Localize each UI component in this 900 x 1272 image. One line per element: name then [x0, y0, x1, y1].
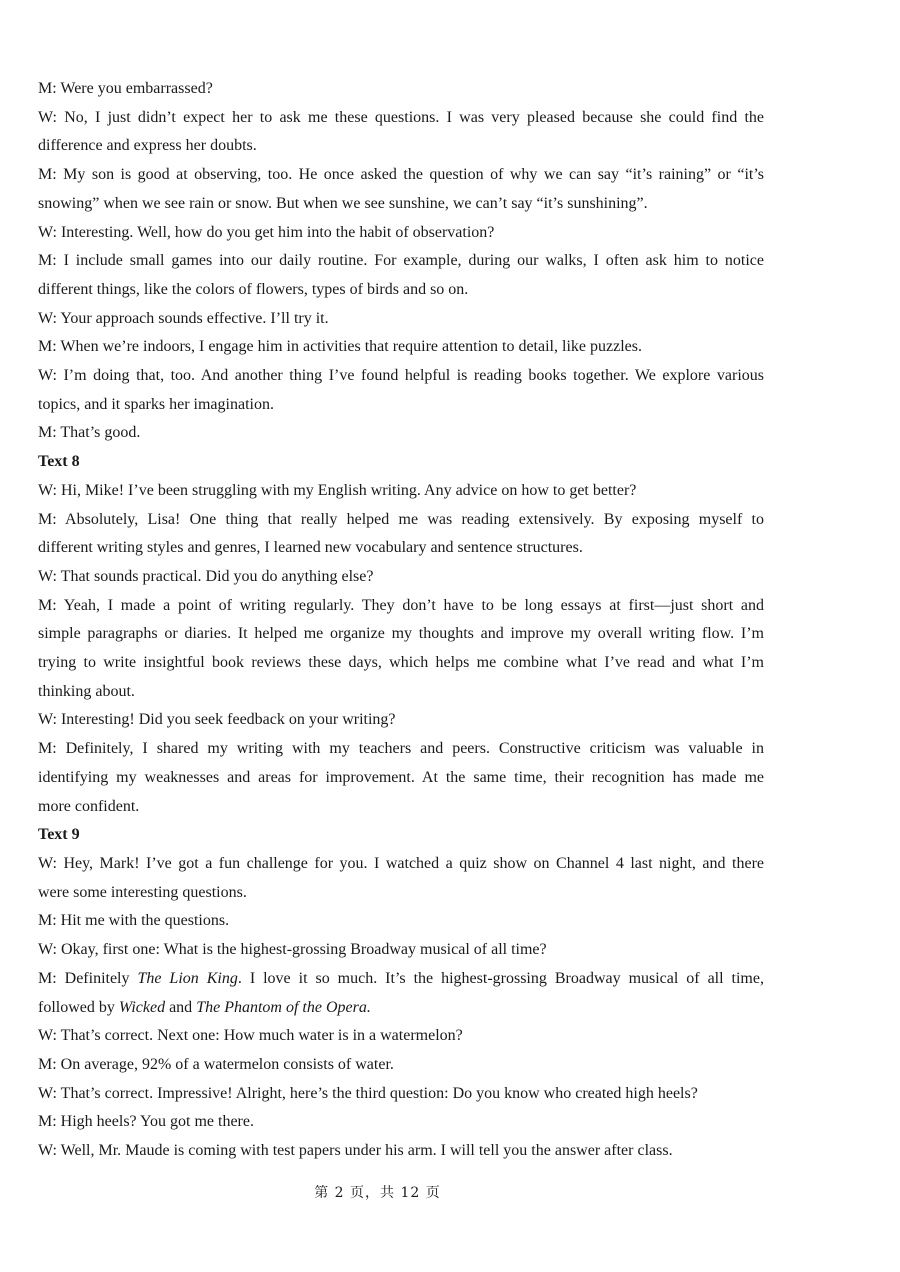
- dialogue-line: [38, 362, 764, 419]
- text-line: W: That sounds practical. Did you do anything else?: [38, 567, 374, 585]
- text-line: followed by Wicked and The Phantom of the Opera.: [38, 998, 371, 1016]
- dialogue-line: [38, 1137, 764, 1166]
- dialogue-line: [38, 1080, 764, 1109]
- text-line: W: That’s correct. Next one: How much water is in a watermelon?: [38, 1027, 463, 1045]
- text-line: W: Hey, Mark! I’ve got a fun challenge for you. I watched a quiz show on Channel 4 last night, and there: [38, 854, 764, 872]
- dialogue-line: [38, 706, 764, 735]
- dialogue-line: [38, 907, 764, 936]
- text-line: W: Okay, first one: What is the highest-grossing Broadway musical of all time?: [38, 941, 547, 959]
- dialogue-line: [38, 161, 764, 218]
- text-line: M: My son is good at observing, too. He once asked the question of why we can say “it’s raining” or “it’s: [38, 166, 764, 184]
- dialogue-line: [38, 936, 764, 965]
- text-line: M: That’s good.: [38, 424, 141, 442]
- page-number-footer: 第 2 页，共 12 页: [314, 1185, 441, 1201]
- italic-title: Wicked: [118, 998, 166, 1016]
- italic-title: The Phantom of the Opera.: [196, 998, 371, 1016]
- text-line: topics, and it sparks her imagination.: [38, 395, 274, 413]
- dialogue-line: [38, 592, 764, 707]
- text-line: W: Well, Mr. Maude is coming with test papers under his arm. I will tell you the answer after class.: [38, 1142, 673, 1160]
- dialogue-line: [38, 1051, 764, 1080]
- section-heading: Text 9: [38, 826, 80, 844]
- dialogue-line: [38, 563, 764, 592]
- dialogue-line: [38, 104, 764, 161]
- text-line: W: Your approach sounds effective. I’ll try it.: [38, 309, 329, 327]
- text-line: M: Definitely The Lion King. I love it so much. It’s the highest-grossing Broadway musical of all time,: [38, 969, 764, 987]
- text-line: M: Absolutely, Lisa! One thing that really helped me was reading extensively. By exposing myself to: [38, 510, 764, 528]
- text-line: W: I’m doing that, too. And another thing I’ve found helpful is reading books together. We explore various: [38, 367, 764, 385]
- text-line: M: Definitely, I shared my writing with my teachers and peers. Constructive criticism was valuable in: [38, 740, 764, 758]
- text-line: W: Hi, Mike! I’ve been struggling with my English writing. Any advice on how to get better?: [38, 481, 637, 499]
- section-heading: Text 8: [38, 453, 80, 471]
- text-line: M: Hit me with the questions.: [38, 912, 230, 930]
- text-line: thinking about.: [38, 682, 135, 700]
- text-line: different things, like the colors of flowers, types of birds and so on.: [38, 280, 469, 298]
- text-line: snowing” when we see rain or snow. But when we see sunshine, we can’t say “it’s sunshining”.: [38, 194, 648, 212]
- text-line: M: High heels? You got me there.: [38, 1113, 254, 1131]
- text-line: identifying my weaknesses and areas for improvement. At the same time, their recognition has made me: [38, 768, 764, 786]
- text-line: trying to write insightful book reviews these days, which helps me combine what I’ve read and what I’m: [38, 654, 764, 672]
- text-line: simple paragraphs or diaries. It helped me organize my thoughts and improve my overall writing flow. I’m: [38, 625, 764, 643]
- text-line: more confident.: [38, 797, 140, 815]
- italic-title: The Lion King: [137, 969, 238, 987]
- dialogue-line: [38, 305, 764, 334]
- text-line: were some interesting questions.: [38, 883, 247, 901]
- text-line: M: Were you embarrassed?: [38, 80, 213, 97]
- dialogue-line: [38, 333, 764, 362]
- dialogue-line: [38, 1108, 764, 1137]
- dialogue-line: [38, 477, 764, 506]
- document-body: [38, 75, 764, 1166]
- text-line: different writing styles and genres, I learned new vocabulary and sentence structures.: [38, 539, 583, 557]
- text-line: W: That’s correct. Impressive! Alright, here’s the third question: Do you know who created high heels?: [38, 1084, 698, 1102]
- text-line: M: Yeah, I made a point of writing regularly. They don’t have to be long essays at first—just short and: [38, 596, 764, 614]
- dialogue-line: [38, 735, 764, 821]
- dialogue-line: [38, 219, 764, 248]
- text-line: M: On average, 92% of a watermelon consists of water.: [38, 1055, 394, 1073]
- text-line: M: I include small games into our daily routine. For example, during our walks, I often ask him to notice: [38, 252, 764, 270]
- dialogue-line: [38, 506, 764, 563]
- dialogue-line: [38, 75, 764, 104]
- dialogue-line: [38, 419, 764, 448]
- dialogue-line: [38, 850, 764, 907]
- dialogue-line: [38, 1022, 764, 1051]
- text-line: W: Interesting! Did you seek feedback on your writing?: [38, 711, 396, 729]
- text-line: W: No, I just didn’t expect her to ask me these questions. I was very pleased because she could find the: [38, 108, 764, 126]
- text-line: difference and express her doubts.: [38, 137, 257, 155]
- text-line: M: When we’re indoors, I engage him in activities that require attention to detail, like puzzles.: [38, 338, 642, 356]
- dialogue-line: [38, 247, 764, 304]
- text-line: W: Interesting. Well, how do you get him into the habit of observation?: [38, 223, 495, 241]
- dialogue-line: [38, 965, 764, 1022]
